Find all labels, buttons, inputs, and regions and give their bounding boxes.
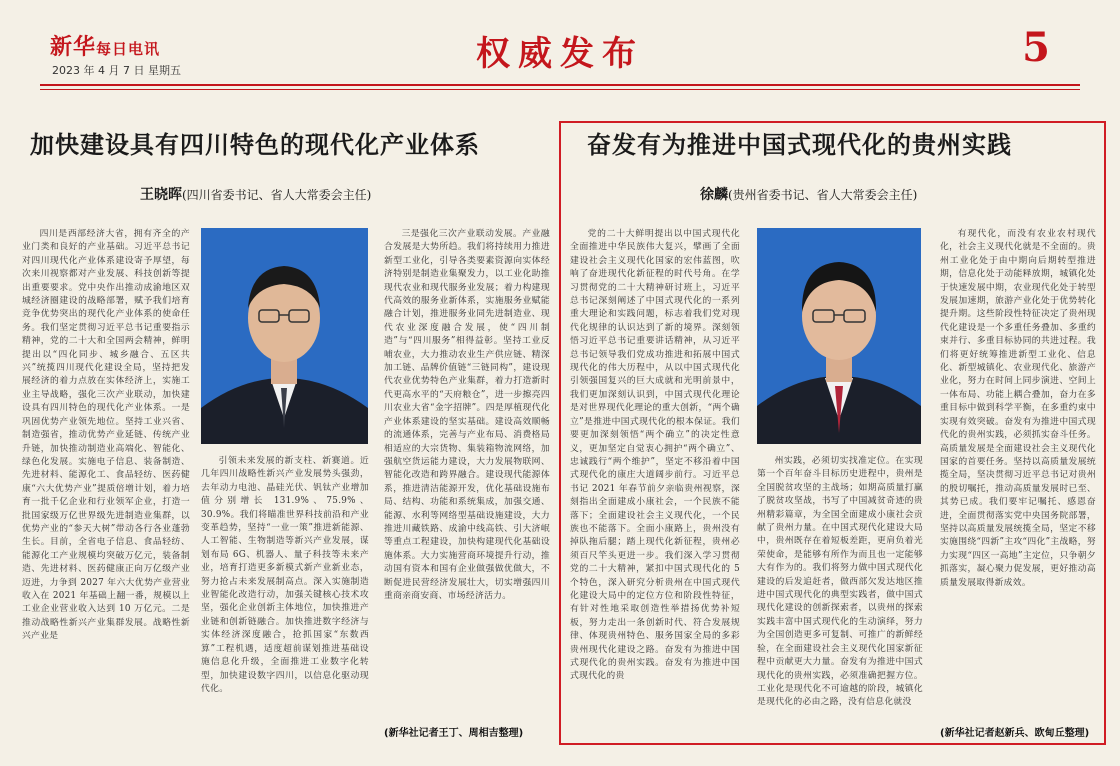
right-author-name: 徐麟: [700, 187, 728, 203]
right-col3-text: 有现代化，而没有农业农村现代化，社会主义现代化就是不全面的。贵州工业化处于由中期向后期转型推进期，信息化处于动能释放期，城镇化处于快速发展中期，农业现代化处于转型发展加速期，旅游产业化处于优势转化提升期。这些阶段性特征决定了贵州现代化建设是一个多重任务叠加、多重约束并行、多重目标协同的共进过程。我们将更好统筹推进新型工业化、信息化、新型城镇化、农业现代化、旅游产业化，努力在时间上同步演进、空间上一体布局、功能上耦合叠加，奋力在多重目标中做到科学平衡，在多重约束中实现有效突破。奋发有为推进中国式现代化的贵州实践，必须抓实奋斗任务。高质量发展是全面建设社会主义现代化国家的首要任务。坚持以高质量发展统揽全局，坚决贯彻习近平总书记对贵州的殷切嘱托，推动高质量发展时已至、其势已成。我们要牢记嘱托、感恩奋进，全面贯彻落实党中央国务院部署，坚持以高质量发展统揽全局，坚定不移实施围绕“四新”主攻“四化”主战略，努力实现“四区一高地”主定位，只争朝夕抓落实，凝心聚力促发展，更好推动高质量发展取得新成效。: [940, 229, 1096, 588]
right-col2-text: 州实践，必须切实找准定位。在实现第一个百年奋斗目标历史进程中，贵州是全国脱贫攻坚的主战场；如期高质量打赢了脱贫攻坚战，书写了中国减贫奇迹的贵州精彩篇章，为全国全面建成小康社会贡献了贵州力量。在中国式现代化建设大局中，贵州既存在着短板差距，更肩负着光荣使命，是能够有所作为而且也一定能够大有作为的。我们将努力做中国式现代化建设的后发追赶者，做西部欠发达地区推进中国式现代化的典型实践者，做中国式现代化建设的创新探索者，以贵州的探索实践丰富中国式现代化的生动演绎，努力为全国创造更多可复制、可推广的新鲜经验，在全面建设社会主义现代化国家新征程中贡献更大力量。奋发有为推进中国式现代化的贵州实践，必须准确把握方位。工业化是现代化不可逾越的阶段，城镇化是现代化的必由之路，没有信息化就没: [757, 456, 923, 708]
right-article-column-3: [940, 228, 1096, 718]
left-article-headline: 加快建设具有四川特色的现代化产业体系: [30, 130, 480, 159]
right-article-headline: 奋发有为推进中国式现代化的贵州实践: [587, 130, 1012, 159]
right-article-column-1: [570, 228, 740, 738]
portrait-photo-wang: [201, 228, 368, 444]
right-article-byline: [700, 184, 917, 204]
header-rule-thick: [40, 84, 1080, 86]
left-article-byline: [140, 184, 371, 204]
right-author-title: (贵州省委书记、省人大常委会主任): [728, 188, 918, 202]
portrait-photo-xu: [757, 228, 921, 444]
header-rule-thin: [40, 89, 1080, 90]
right-article-column-2: [757, 455, 923, 738]
left-author-name: 王晓晖: [140, 187, 182, 203]
logo-main: 新华: [50, 34, 97, 60]
left-author-title: (四川省委书记、省人大常委会主任): [182, 188, 372, 202]
left-col3-text: 三是强化三次产业联动发展。产业融合发展是大势所趋。我们将持续用力推进新型工业化，引导各类要素资源向实体经济特别是制造业集聚发力，以工业化助推现代农业和现代服务业发展；着力构建现代高效的服务业新体系，实施服务业赋能融合计划，推进服务业同先进制造业、现代农业深度融合发展，使“四川制造”与“四川服务”相得益彰。坚持工业反哺农业，大力推动农业生产供应链、精深加工链、品牌价值链“三链同构”，建设现代农业优势特色产业集群，着力打造新时代更高水平的“天府粮仓”，进一步擦亮四川农业大省“金字招牌”。四是厚植现代化产业体系建设的坚实基础。建设高效顺畅的流通体系，完善与产业布局、消费格局相适应的大宗货物、集装箱物流网络，加强航空货运能力建设，大力发展物联网、智能化改造和跨界融合。建设现代能源体系，推进清洁能源开发，优化基础设施布局、结构、功能和系统集成，加强交通、能源、水利等网络型基础设施建设，大力推进川藏铁路、成渝中线高铁、引大济岷等重点工程建设，加快构建现代化基础设施体系。大力实施营商环境提升行动，推动国有资本和国有企业做强做优做大，不断促进民营经济发展壮大，切实增强四川重商亲商安商、市场经济活力。: [384, 229, 550, 601]
left-article-column-1: [22, 228, 190, 744]
right-article-credit: (新华社记者赵新兵、欧甸丘整理): [940, 728, 1090, 739]
left-article-column-3: [384, 228, 550, 716]
logo-sub: 每日电讯: [96, 40, 161, 58]
right-col1-text: 党的二十大鲜明提出以中国式现代化全面推进中华民族伟大复兴，擘画了全面建设社会主义现代化国家的宏伟蓝图，吹响了奋进现代化新征程的时代号角。在学习贯彻党的二十大精神研讨班上，习近平总书记深刻阐述了中国式现代化的一系列重大理论和实践问题，标志着我们党对现代化规律的认识达到了新的境界。深刻领悟习近平总书记重要讲话精神，从习近平总书记领导我们党成功推进和拓展中国式现代化的伟大历程中，从以中国式现代化引领强国复兴的巨大成就和光明前景中，我们更加深刻认识到，中国式现代化理论是对世界现代化理论的重大创新，“两个确立”是推进中国式现代化的根本保证。我们要更加深刻领悟“两个确立”的决定性意义，更加坚定自觉衷心拥护“两个确立”、忠诚践行“两个维护”，坚定不移沿着中国式现代化的康庄大道阔步前行。习近平总书记 2021 年春节前夕亲临贵州视察，深刻指出全面建成小康社会，一个民族不能落下；全面建设社会主义现代化，一个民族也不能落下。全面小康路上，贵州没有掉队拖后腿；踏上现代化新征程，贵州必须百尺竿头更进一步。我们深入学习贯彻党的二十大精神，紧扣中国式现代化的 5 个特色，深入研究分析贵州在中国式现代化建设大局中的定位方位和阶段性特征，有针对性地采取创造性举措扬优势补短板，努力走出一条创新时代、符合发展规律、体现贵州特色、服务国家全局的多彩贵州现代化建设之路。奋发有为推进中国式现代化的贵州实践。奋发有为推进中国式现代化的贵: [570, 229, 740, 682]
section-title: 权威发布: [476, 34, 644, 74]
left-article-column-2: [201, 455, 369, 744]
left-article-credit: (新华社记者王丁、周相吉整理): [384, 728, 524, 739]
left-col1-text: 四川是西部经济大省，拥有齐全的产业门类和良好的产业基础。习近平总书记对四川现代化产业体系建设寄予厚望，每次来川视察都对产业发展、科技创新等提出重要要求。党中央作出推动成渝地区双城经济圈建设的战略部署，赋予我们培育竞争优势突出的现代化产业体系的使命任务。我们坚定贯彻习近平总书记重要指示精神，党的二十大和全国两会精神，鲜明提出以“四化同步、城乡融合、五区共兴”统揽四川现代化建设全局，坚持把发展经济的着力点放在实体经济上，实施工业主导战略，强化三次产业联动，加快建设具有四川特色的现代化产业体系。一是巩固优势产业领先地位。坚持工业兴省、制造强省，推动优势产业延链、传统产业升链，加快推动制造业高端化、智能化、绿色化发展。实施电子信息、装备制造、先进材料、能源化工、食品轻纺、医药健康“六大优势产业”提质倍增计划，着力培育一批千亿企业和行业领军企业，打造一批国家级万亿世界级先进制造业集群，以优势产业的“参天大树”带动各行各业蓬勃生长。目前，全省电子信息、食品轻纺、能源化工产业规模均突破万亿元，装备制造、先进材料、医药健康正向万亿级产业迈进，力争到 2027 年六大优势产业营业收入在 2021 年基础上翻一番，规模以上工业企业营业收入达到 10 万亿元。二是推动战略性新兴产业集群发展。战略性新兴产业是: [22, 229, 190, 642]
left-col2-text: 引领未来发展的新支柱、新赛道。近几年四川战略性新兴产业发展势头强劲，去年动力电池、晶硅光伏、钒钛产业增加值分别增长 131.9%、75.9%、30.9%。我们将瞄准世界科技前沿和产业变革趋势，坚持“一业一策”推进新能源、人工智能、生物制造等新兴产业发展，谋划布局 6G、机器人、量子科技等未来产业，培育打造更多新模式新产业新业态，努力抢占未来发展制高点。深入实施制造业智能化改造行动，加强关键核心技术攻坚，强化企业创新主体地位，加快推进产业链和创新链融合。加快推进数字经济与实体经济深度融合，抢抓国家“东数西算”工程机遇，适度超前谋划推进基础设施信息化升级，全面推进工业数字化转型，加快建设数字四川，以信息化驱动现代化。: [201, 456, 369, 694]
issue-date: 2023 年 4 月 7 日 星期五: [52, 64, 181, 77]
page-number: 5: [1022, 24, 1050, 71]
